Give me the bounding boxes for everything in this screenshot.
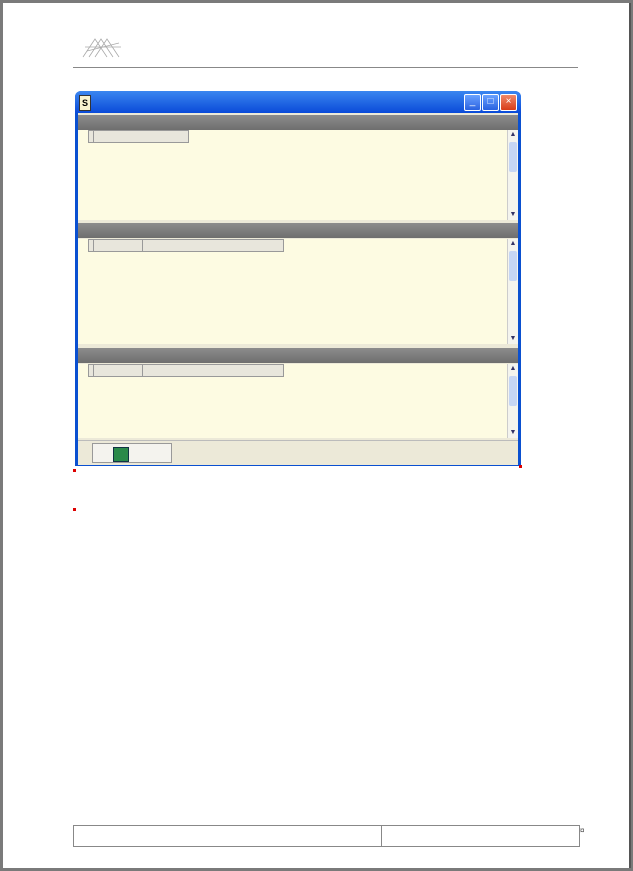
minimize-button[interactable]: _ (464, 94, 481, 111)
sair-button[interactable] (92, 443, 172, 463)
defeito-grid[interactable] (78, 239, 518, 344)
grupo-grid[interactable] (78, 130, 518, 220)
company-logo-icon (81, 33, 123, 61)
scroll-up-icon[interactable]: ▲ (509, 365, 517, 372)
col-descricao[interactable] (143, 365, 284, 377)
scroll-down-icon[interactable]: ▼ (509, 211, 517, 218)
col-tipodefeito[interactable] (94, 365, 143, 377)
scroll-up-icon[interactable]: ▲ (509, 240, 517, 247)
scroll-up-icon[interactable]: ▲ (509, 131, 517, 138)
footer-divider (381, 826, 382, 846)
escolhidos-scrollbar[interactable] (507, 364, 518, 438)
grupo-scrollbar[interactable] (507, 130, 518, 220)
window-titlebar[interactable] (75, 91, 521, 113)
escolha-defeito-window (75, 91, 521, 466)
col-descricao[interactable] (94, 131, 189, 143)
page-footer (73, 825, 580, 847)
grupo-section-heading (78, 115, 518, 130)
pilcrow: ¤ (580, 826, 585, 835)
escolhidos-section-heading (78, 348, 518, 363)
scroll-thumb[interactable] (509, 142, 517, 172)
scroll-thumb[interactable] (509, 251, 517, 281)
col-tipodefeito[interactable] (94, 240, 143, 252)
scroll-thumb[interactable] (509, 376, 517, 406)
document-page (3, 3, 631, 868)
window-client (78, 113, 518, 464)
scroll-down-icon[interactable]: ▼ (509, 335, 517, 342)
defeito-scrollbar[interactable] (507, 239, 518, 344)
revision-mark (73, 469, 76, 472)
revision-mark (73, 508, 76, 511)
close-button[interactable]: × (500, 94, 517, 111)
escolhidos-grid[interactable] (78, 364, 518, 438)
defeito-section-heading (78, 223, 518, 238)
button-bar (78, 440, 518, 465)
revision-mark (519, 465, 522, 468)
scroll-down-icon[interactable]: ▼ (509, 429, 517, 436)
maximize-button[interactable]: □ (482, 94, 499, 111)
header-rule (73, 67, 578, 68)
col-descricao[interactable] (143, 240, 284, 252)
exit-door-icon (113, 447, 129, 462)
app-icon: S (79, 95, 91, 111)
